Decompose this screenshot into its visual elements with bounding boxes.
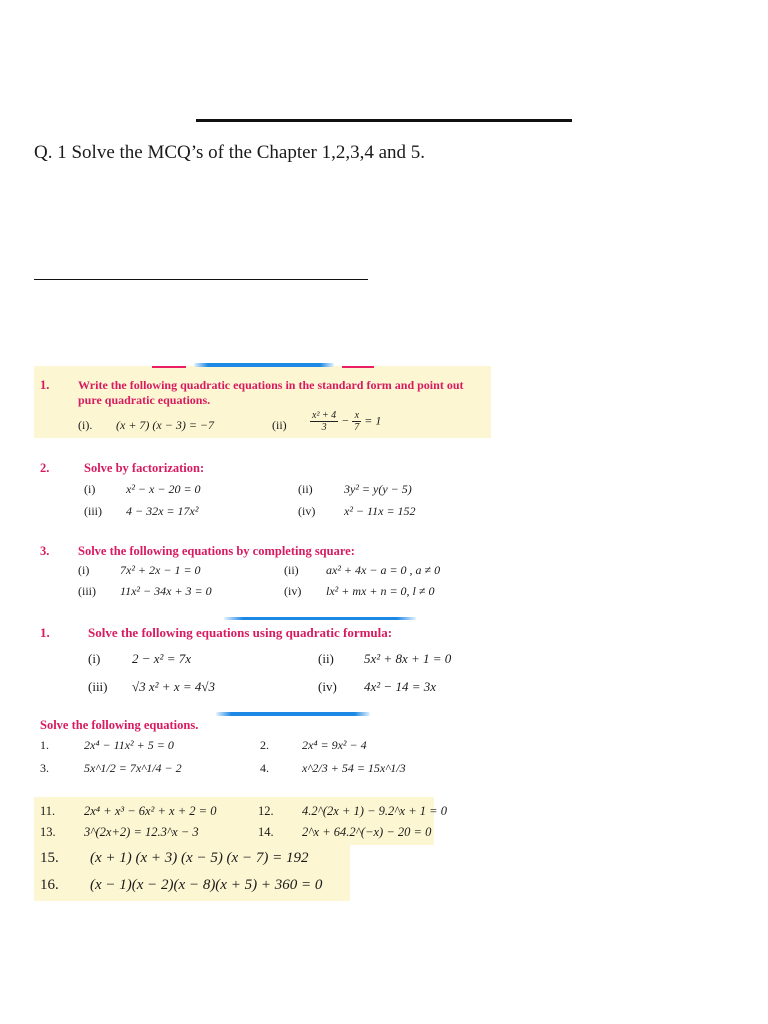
section-4-decor-bar: [224, 617, 416, 620]
section-5-item-equation: 2x⁴ − 11x² + 5 = 0: [84, 738, 174, 752]
section-1-title-line1: Write the following quadratic equations in the standard form and point out: [78, 378, 464, 392]
section-2-item-equation: 4 − 32x = 17x²: [126, 504, 199, 518]
section-5-item-label: 1.: [40, 738, 49, 752]
section-2-item-label: (iv): [298, 504, 316, 518]
section-5-item-equation: 2x⁴ = 9x² − 4: [302, 738, 367, 752]
section-5-item-equation: 5x^1/2 = 7x^1/4 − 2: [84, 761, 182, 775]
section-5-decor-bar: [216, 712, 370, 716]
section-6-item-equation: (x + 1) (x + 3) (x − 5) (x − 7) = 192: [90, 850, 309, 866]
section-2-item-label: (iii): [84, 504, 102, 518]
section-4-item-label: (i): [88, 651, 101, 666]
section-6-item-label: 11.: [40, 804, 56, 818]
section-2-item-equation: x² − 11x = 152: [344, 504, 416, 518]
section-3-item-equation: 11x² − 34x + 3 = 0: [120, 584, 212, 598]
section-4-item-label: (iii): [88, 679, 108, 694]
section-6-item-label: 12.: [258, 804, 274, 818]
section-2-item-label: (i): [84, 482, 96, 496]
section-2-item-equation: 3y² = y(y − 5): [344, 482, 412, 496]
section-6-item-equation: 2x⁴ + x³ − 6x² + x + 2 = 0: [84, 804, 217, 818]
section-1-item-ii-label: (ii): [272, 418, 287, 432]
decor-blue-bar: [194, 363, 334, 367]
answer-rule: [34, 279, 368, 280]
section-1-item-i-label: (i).: [78, 418, 93, 432]
section-1-item-ii-equation: $\frac{\text{x² + 4}}{3}$ − $\frac{x}{7}$ = 1: [312, 410, 382, 433]
section-5-title: Solve the following equations.: [40, 718, 199, 732]
section-3-item-equation: ax² + 4x − a = 0 , a ≠ 0: [326, 563, 441, 577]
section-5-item-equation: x^2/3 + 54 = 15x^1/3: [302, 761, 406, 775]
section-6-item-equation: 2^x + 64.2^(−x) − 20 = 0: [302, 825, 432, 839]
section-3-title: Solve the following equations by completing square:: [78, 544, 355, 558]
fraction-2: $\frac{x}{7}$: [354, 410, 360, 433]
section-1-number: 1.: [40, 378, 50, 392]
section-3-item-label: (ii): [284, 563, 299, 577]
section-4-item-equation: 4x² − 14 = 3x: [364, 679, 436, 694]
section-3-number: 3.: [40, 544, 50, 558]
section-6-item-label: 16.: [40, 877, 59, 893]
section-6-item-equation: 3^(2x+2) = 12.3^x − 3: [84, 825, 199, 839]
section-4-title: Solve the following equations using quadratic formula:: [88, 625, 393, 640]
section-6-item-label: 15.: [40, 850, 59, 866]
section-4-item-label: (iv): [318, 679, 337, 694]
section-5-item-label: 4.: [260, 761, 269, 775]
section-4-number: 1.: [40, 625, 50, 640]
section-3-item-label: (iv): [284, 584, 302, 598]
section-6-item-label: 13.: [40, 825, 56, 839]
section-1-block: [34, 366, 491, 438]
fraction-1: $\frac{\text{x² + 4}}{3}$: [312, 410, 337, 433]
question-1-text: Q. 1 Solve the MCQ’s of the Chapter 1,2,3,4 and 5.: [34, 142, 426, 163]
section-5-item-label: 2.: [260, 738, 269, 752]
section-2-title: Solve by factorization:: [84, 461, 205, 475]
section-3-item-equation: 7x² + 2x − 1 = 0: [120, 563, 201, 577]
section-3-item-label: (iii): [78, 584, 96, 598]
section-3-item-label: (i): [78, 563, 90, 577]
section-4-item-equation: √3 x² + x = 4√3: [132, 679, 216, 694]
section-4-item-equation: 5x² + 8x + 1 = 0: [364, 651, 452, 666]
decor-red-dash-right: [342, 366, 374, 368]
top-rule: [196, 119, 572, 122]
section-6-item-equation: (x − 1)(x − 2)(x − 8)(x + 5) + 360 = 0: [90, 877, 323, 893]
section-2-item-label: (ii): [298, 482, 313, 496]
section-4-item-equation: 2 − x² = 7x: [132, 651, 191, 666]
section-1-item-i-equation: (x + 7) (x − 3) = −7: [116, 418, 215, 432]
section-2-item-equation: x² − x − 20 = 0: [126, 482, 201, 496]
section-5-item-label: 3.: [40, 761, 49, 775]
section-4-item-label: (ii): [318, 651, 334, 666]
decor-red-dash-left: [152, 366, 186, 368]
section-6-item-equation: 4.2^(2x + 1) − 9.2^x + 1 = 0: [302, 804, 447, 818]
section-1-title-line2: pure quadratic equations.: [78, 393, 211, 407]
section-2-number: 2.: [40, 461, 50, 475]
section-6-item-label: 14.: [258, 825, 274, 839]
section-3-item-equation: lx² + mx + n = 0, l ≠ 0: [326, 584, 435, 598]
